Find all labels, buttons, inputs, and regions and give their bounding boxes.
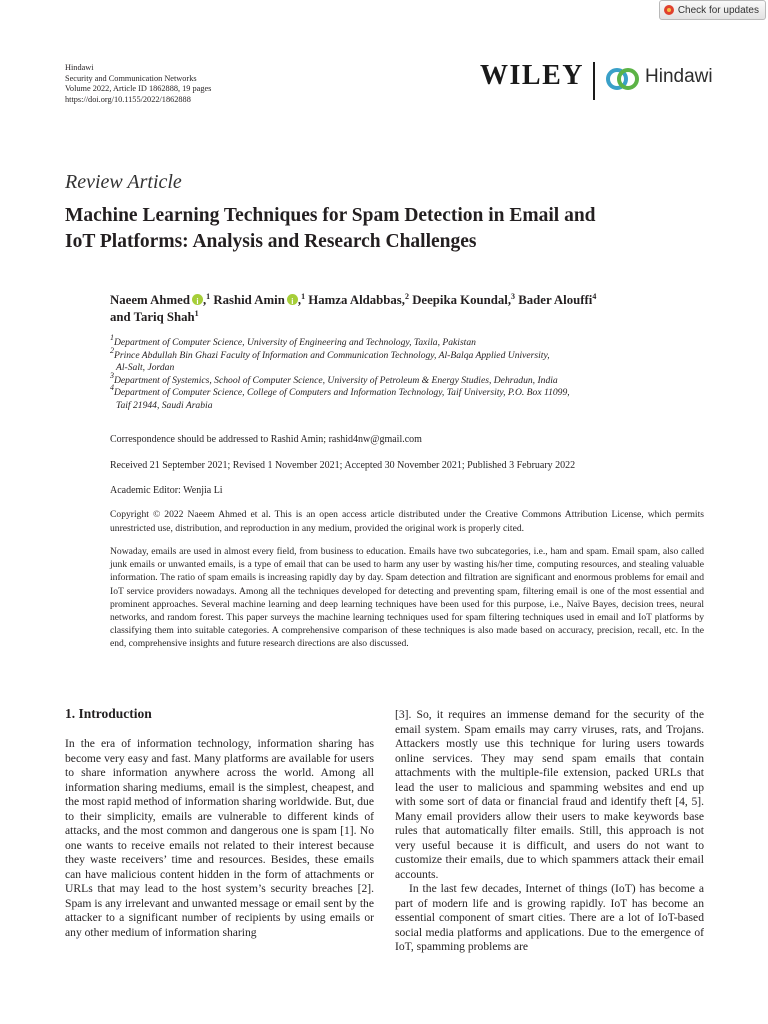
publisher-name: Hindawi (65, 63, 94, 72)
author[interactable]: Deepika Koundal,$^3$ (412, 292, 516, 307)
academic-editor: Academic Editor: Wenjia Li (110, 485, 223, 496)
hindawi-logo-icon (606, 67, 640, 91)
author[interactable]: Naeem Ahmedi ,$^1$ (110, 293, 210, 307)
doi-link[interactable]: https://doi.org/10.1155/2022/1862888 (65, 94, 191, 104)
check-for-updates-label: Check for updates (677, 4, 759, 16)
author-list (110, 292, 710, 326)
journal-name: Security and Communication Networks (65, 73, 197, 83)
title-line-2: IoT Platforms: Analysis and Research Challenges (65, 231, 477, 252)
logo-divider (593, 62, 595, 100)
body-column-right (395, 708, 704, 955)
volume-info: Volume 2022, Article ID 1862888, 19 pages (65, 84, 212, 94)
orcid-icon[interactable] (287, 294, 298, 305)
affiliation: $^1$Department of Computer Science, University of Engineering and Technology, Taxila, Pakistan (110, 333, 476, 348)
affiliation: $^3$Department of Systemics, School of Computer Science, University of Petroleum & Energy Studies, Dehradun, India (110, 370, 558, 386)
intro-paragraph-continued: [3]. So, it requires an immense demand for the security of the email system. Spam emails may carry viruses, rats, and Trojans. Attackers mostly use this technique for luring users towards online services. They may send spam emails that contain attachments with the multiple-file extension, packed URLs that lead the user to malicious and spamming websites and end up with some sort of data or financial fraud and identify theft [4, 5]. Many email providers allow their users to make keywords base rules that automatically filter emails. Still, this approach is not very useful because it is difficult, and users do not want to customize their emails, due to which spammers attack their email accounts. (395, 708, 704, 881)
abstract: Nowaday, emails are used in almost every field, from business to education. Emails have two subcategories, i.e., ham and spam. Email spam, also called junk emails or unwanted emails, is a type of email that can be used to harm any user by wasting his/her time, computing resources, and stealing valuable information. The ratio of spam emails is increasing rapidly day by day. Spam detection and filtration are significant and enormous problems for email and IoT service providers nowadays. Among all the techniques developed for detecting and preventing spam, filtering email is one of the most essential and prominent approaches. Several machine learning and deep learning techniques have been used for this purpose, i.e., Naïve Bayes, decision trees, neural networks, and random forest. This paper surveys the machine learning techniques used for spam filtering techniques used in email and IoT platforms by classifying them into suitable categories. A comprehensive comparison of these techniques is also made based on accuracy, precision, recall, etc. In the end, comprehensive insights and future research directions are also discussed. (110, 546, 704, 650)
journal-info (65, 63, 211, 105)
title-line-1: Machine Learning Techniques for Spam Detection in Email and (65, 205, 596, 226)
hindawi-logo-text: Hindawi (645, 66, 713, 87)
wiley-logo: WILEY (480, 60, 584, 91)
intro-paragraph-2: In the last few decades, Internet of things (IoT) has become a part of modern life and is growing rapidly. IoT has become an essential component of smart cities. There are a lot of IoT-based social media platforms and applications. Due to the emergence of IoT, spamming problems are (395, 882, 704, 953)
author[interactable]: Hamza Aldabbas,$^2$ (308, 292, 409, 307)
author[interactable]: Rashid Amini ,$^1$ (213, 293, 305, 307)
copyright-notice: Copyright © 2022 Naeem Ahmed et al. This is an open access article distributed under the Creative Commons Attribution License, which permits unrestricted use, distribution, and reproduction in any medium, provided the original work is properly cited. (110, 509, 704, 534)
author[interactable]: Bader Alouffi$^4$ (518, 292, 597, 307)
intro-paragraph-1: In the era of information technology, information sharing has become very easy and fast. Many platforms are available for users to share information anywhere across the world. Among all information sharing mediums, email is the simplest, cheapest, and the most rapid method of information sharing worldwide. But, due to their simplicity, emails are vulnerable to different kinds of attacks, and the most common and dangerous one is spam [1]. No one wants to receive emails not related to their interest because they waste receivers’ time and resources. Besides, these emails can have malicious content hidden in the form of attachments or URLs that may lead to the host system’s security breaches [2]. Spam is any irrelevant and unwanted message or email sent by the attacker to a significant number of recipients by using emails or any other medium of information sharing (65, 737, 374, 939)
affiliation: $^2$Prince Abdullah Bin Ghazi Faculty of Information and Communication Technology, Al-Balqa Applied University, Al-Salt, Jordan (110, 345, 550, 373)
orcid-icon[interactable] (192, 294, 203, 305)
paper-title (65, 203, 715, 255)
body-column-left (65, 737, 374, 940)
affiliation: $^4$Department of Computer Science, College of Computers and Information Technology, Taif University, P.O. Box 11099, Taif 21944, Saudi Arabia (110, 383, 570, 411)
check-for-updates-badge[interactable] (659, 0, 766, 20)
article-dates: Received 21 September 2021; Revised 1 November 2021; Accepted 30 November 2021; Published 3 February 2022 (110, 460, 576, 471)
author[interactable]: and Tariq Shah$^1$ (110, 309, 199, 324)
article-type: Review Article (65, 171, 182, 193)
crossmark-icon (664, 5, 674, 15)
section-heading-introduction: 1. Introduction (65, 706, 152, 721)
affiliations (110, 333, 710, 412)
correspondence: Correspondence should be addressed to Rashid Amin; rashid4nw@gmail.com (110, 434, 422, 445)
